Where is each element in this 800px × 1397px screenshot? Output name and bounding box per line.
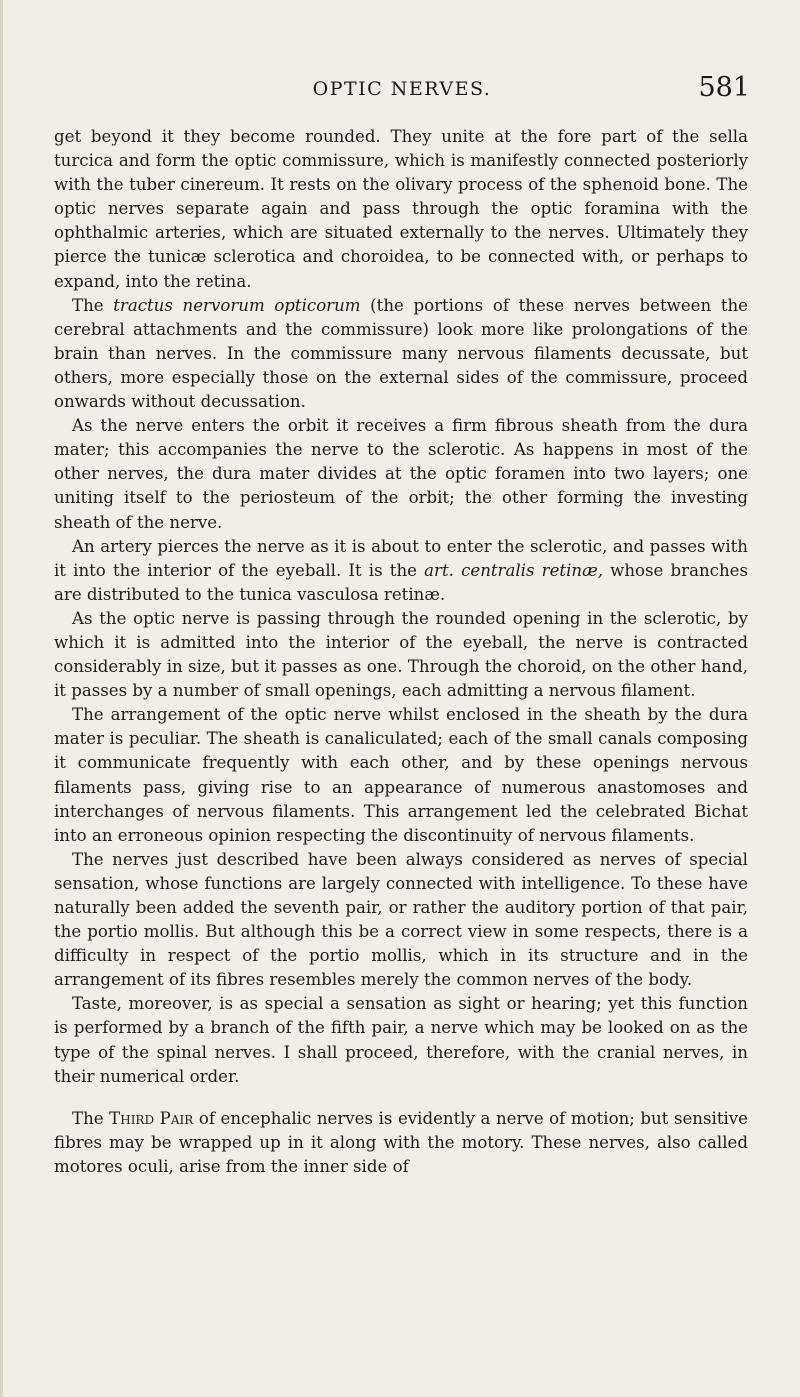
paragraph <box>54 703 748 848</box>
page-number: 581 <box>698 72 750 103</box>
paragraph <box>54 992 748 1088</box>
body-text <box>54 125 748 1179</box>
text-run: The nerves just described have been always considered as nerves of special sensation, whose functions are largely connected with intelligence. To these have naturally been added the seventh pair, or rather the auditory portion of that pair, the portio mollis. But although this be a correct view in some respects, there is a difficulty in respect of the portio mollis, which in its structure and in the arrangement of its fibres resembles merely the common nerves of the body. <box>54 849 748 990</box>
smallcaps-text: Third Pair <box>109 1108 194 1128</box>
paragraph <box>54 607 748 703</box>
text-run: of encephalic nerves is evidently a nerve of motion; but sensitive fibres may be wrapped up in it along with the motory. These nerves, also called motores oculi, arise from the inner side of <box>54 1108 748 1176</box>
text-run: Taste, moreover, is as special a sensation as sight or hearing; yet this function is performed by a branch of the fifth pair, a nerve which may be looked on as the type of the spinal nerves. I shall proceed, therefore, with the cranial nerves, in their numerical order. <box>54 994 748 1086</box>
running-title: OPTIC NERVES. <box>312 78 492 100</box>
text-run: As the nerve enters the orbit it receives a firm fibrous sheath from the dura mater; this accompanies the nerve to the sclerotic. As happens in most of the other nerves, the dura mater divides at the optic foramen into two layers; one uniting itself to the periosteum of the orbit; the other forming the investing sheath of the nerve. <box>54 416 748 532</box>
text-run: get beyond it they become rounded. They unite at the fore part of the sella turcica and form the optic commissure, which is manifestly connected posteriorly with the tuber cinereum. It rests on the olivary process of the sphenoid bone. The optic nerves separate again and pass through the optic foramina with the ophthalmic arteries, which are situated externally to the nerves. Ultimately they pierce the tunicæ sclerotica and choroidea, to be connected with, or perhaps to expand, into the retina. <box>54 127 748 291</box>
text-run: As the optic nerve is passing through the rounded opening in the sclerotic, by which it is admitted into the interior of the eyeball, the nerve is contracted considerably in size, but it passes as one. Through the choroid, on the other hand, it passes by a number of small openings, each admitting a nervous filament. <box>54 608 748 701</box>
paragraph <box>54 535 748 607</box>
page-header <box>52 72 752 112</box>
text-run: The <box>72 295 114 315</box>
text-run: The <box>72 1108 110 1128</box>
italic-text: tractus nervorum opticorum <box>113 295 361 315</box>
paragraph <box>54 414 748 534</box>
text-run: whose branches are distributed to the tunica vasculosa retinæ. <box>54 560 748 604</box>
paragraph <box>54 294 748 414</box>
paragraph <box>54 125 748 294</box>
page-edge-shadow <box>0 0 3 1397</box>
paragraph <box>54 1107 748 1179</box>
paragraph <box>54 848 748 993</box>
text-run: An artery pierces the nerve as it is about to enter the sclerotic, and passes with it into the interior of the eyeball. It is the <box>54 536 748 580</box>
text-run: The arrangement of the optic nerve whilst enclosed in the sheath by the dura mater is peculiar. The sheath is canaliculated; each of the small canals composing it communicate frequently with each other, and by these openings nervous filaments pass, giving rise to an appearance of numerous anastomoses and interchanges of nervous filaments. This arrangement led the celebrated Bichat into an erroneous opinion respecting the discontinuity of nervous filaments. <box>54 705 748 845</box>
text-run: (the portions of these nerves between the cerebral attachments and the commissure) look more like prolongations of the brain than nerves. In the commissure many nervous filaments decussate, but others, more especially those on the external sides of the commissure, proceed onwards without decussation. <box>54 295 748 412</box>
italic-text: art. centralis retinæ, <box>424 560 603 580</box>
